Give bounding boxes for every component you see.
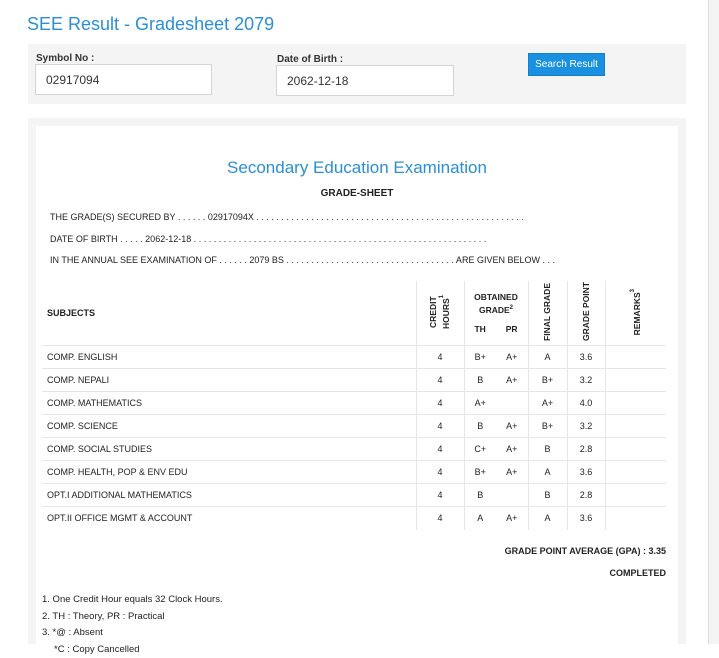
credit-cell: 4 — [416, 346, 464, 369]
subject-cell: COMP. NEPALI — [42, 369, 416, 392]
final-grade-cell: B+ — [528, 369, 567, 392]
remarks-cell — [605, 507, 666, 530]
dob-line: DATE OF BIRTH . . . . . 2062-12-18 . . . . . . . . . . . . . . . . . . . . . . . . . . . . . . . . . . . . . . . . . . . . . . . . . . . . . . . . . . . — [50, 234, 486, 244]
footnote-4: *C : Copy Cancelled — [42, 642, 223, 658]
remarks-cell — [605, 346, 666, 369]
exam-line: IN THE ANNUAL SEE EXAMINATION OF . . . . . . 2079 BS . . . . . . . . . . . . . . . . . . . . . . . . . . . . . . . . . . ARE GIVEN BELOW . . . — [50, 255, 555, 265]
obtained-grade-cell — [464, 346, 528, 369]
table-row — [42, 461, 666, 484]
remarks-cell — [605, 484, 666, 507]
obtained-grade-cell — [464, 507, 528, 530]
credit-cell: 4 — [416, 484, 464, 507]
obtained-grade-cell — [464, 369, 528, 392]
obtained-grade-header: OBTAINED GRADE$^2$ TH PR — [464, 281, 528, 346]
subject-cell: OPT.II OFFICE MGMT & ACCOUNT — [42, 507, 416, 530]
pr-grade: A+ — [496, 421, 528, 431]
dob-input[interactable]: 2062-12-18 — [276, 65, 454, 96]
remarks-cell — [605, 392, 666, 415]
table-row — [42, 484, 666, 507]
obtained-grade-cell — [464, 415, 528, 438]
table-row — [42, 346, 666, 369]
final-grade-cell: B — [528, 484, 567, 507]
remarks-cell — [605, 438, 666, 461]
table-row — [42, 369, 666, 392]
pr-grade: A+ — [496, 375, 528, 385]
pr-header: PR — [506, 324, 518, 334]
grade-point-cell: 3.2 — [567, 415, 605, 438]
final-grade-cell: A — [528, 461, 567, 484]
final-grade-cell: A+ — [528, 392, 567, 415]
grade-secured-line: THE GRADE(S) SECURED BY . . . . . . 02917094X . . . . . . . . . . . . . . . . . . . . . . . . . . . . . . . . . . . . . . . . . . . . . . . . . . . . . . — [50, 212, 524, 222]
subjects-header: SUBJECTS — [42, 281, 416, 346]
table-header-row — [42, 281, 666, 346]
final-grade-header: FINAL GRADE — [528, 281, 567, 346]
grades-table — [42, 281, 666, 530]
final-grade-cell: B — [528, 438, 567, 461]
grade-point-cell: 3.6 — [567, 461, 605, 484]
pr-grade: A+ — [496, 352, 528, 362]
footnotes — [42, 592, 223, 658]
grade-point-header: GRADE POINT — [567, 281, 605, 346]
credit-cell: 4 — [416, 507, 464, 530]
credit-cell: 4 — [416, 369, 464, 392]
exam-title: Secondary Education Examination — [36, 158, 678, 178]
subject-cell: COMP. ENGLISH — [42, 346, 416, 369]
completion-status: COMPLETED — [609, 568, 666, 578]
th-grade: A — [465, 513, 497, 523]
table-row — [42, 392, 666, 415]
grade-point-cell: 2.8 — [567, 484, 605, 507]
credit-cell: 4 — [416, 461, 464, 484]
credit-cell: 4 — [416, 415, 464, 438]
gradesheet-container — [28, 118, 686, 644]
remarks-cell — [605, 415, 666, 438]
remarks-header: REMARKS$^3$ — [605, 281, 666, 346]
th-grade: B+ — [465, 352, 497, 362]
dob-label: Date of Birth : — [277, 54, 343, 65]
subject-cell: COMP. SCIENCE — [42, 415, 416, 438]
obtained-grade-cell — [464, 461, 528, 484]
grade-point-cell: 3.2 — [567, 369, 605, 392]
grade-point-cell: 4.0 — [567, 392, 605, 415]
grade-point-cell: 3.6 — [567, 346, 605, 369]
th-grade: B — [465, 490, 497, 500]
th-header: TH — [474, 324, 485, 334]
credit-cell: 4 — [416, 438, 464, 461]
obtained-grade-cell — [464, 392, 528, 415]
th-grade: A+ — [465, 398, 497, 408]
th-grade: B — [465, 375, 497, 385]
symbol-label: Symbol No : — [36, 53, 94, 64]
gradesheet — [36, 126, 678, 644]
final-grade-cell: A — [528, 346, 567, 369]
subject-cell: COMP. SOCIAL STUDIES — [42, 438, 416, 461]
table-row — [42, 415, 666, 438]
th-grade: B — [465, 421, 497, 431]
obtained-grade-cell — [464, 484, 528, 507]
footnote-3: 3. *@ : Absent — [42, 625, 223, 642]
scrollbar-track[interactable] — [708, 0, 719, 644]
pr-grade: A+ — [496, 513, 528, 523]
th-grade: B+ — [465, 467, 497, 477]
pr-grade — [496, 490, 528, 500]
footnote-2: 2. TH : Theory, PR : Practical — [42, 609, 223, 626]
pr-grade: A+ — [496, 444, 528, 454]
symbol-input[interactable]: 02917094 — [35, 64, 212, 95]
pr-grade — [496, 398, 528, 408]
final-grade-cell: B+ — [528, 415, 567, 438]
grade-point-cell: 2.8 — [567, 438, 605, 461]
subject-cell: COMP. HEALTH, POP & ENV EDU — [42, 461, 416, 484]
footnote-1: 1. One Credit Hour equals 32 Clock Hours. — [42, 592, 223, 609]
page-title: SEE Result - Gradesheet 2079 — [27, 14, 274, 35]
th-grade: C+ — [465, 444, 497, 454]
gpa-text: GRADE POINT AVERAGE (GPA) : 3.35 — [505, 546, 666, 556]
credit-cell: 4 — [416, 392, 464, 415]
gradesheet-title: GRADE-SHEET — [36, 188, 678, 199]
table-row — [42, 438, 666, 461]
grade-point-cell: 3.6 — [567, 507, 605, 530]
search-panel — [28, 44, 686, 104]
obtained-grade-cell — [464, 438, 528, 461]
table-row — [42, 507, 666, 530]
remarks-cell — [605, 369, 666, 392]
final-grade-cell: A — [528, 507, 567, 530]
remarks-cell — [605, 461, 666, 484]
search-result-button[interactable]: Search Result — [528, 53, 605, 76]
pr-grade: A+ — [496, 467, 528, 477]
subject-cell: OPT.I ADDITIONAL MATHEMATICS — [42, 484, 416, 507]
credit-hours-header: CREDIT HOURS$^1$ — [416, 281, 464, 346]
subject-cell: COMP. MATHEMATICS — [42, 392, 416, 415]
